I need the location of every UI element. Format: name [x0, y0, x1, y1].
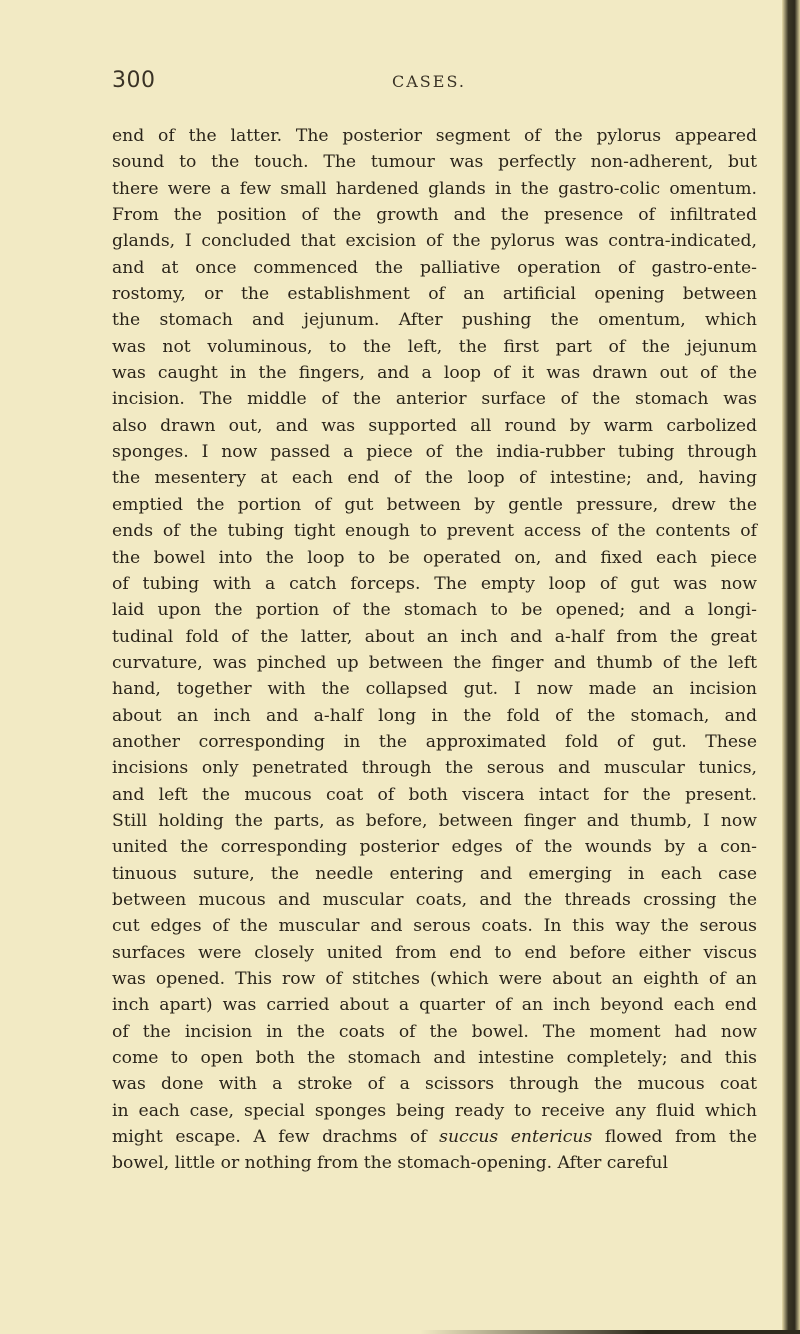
text-line: hand, together with the collapsed gut. I now made an incision [112, 679, 757, 700]
text-line: sponges. I now passed a piece of the india-rubber tubing through [112, 442, 757, 463]
text-line: tinuous suture, the needle entering and emerging in each case [112, 863, 757, 884]
text-line: of the incision in the coats of the bowel. The moment had now [112, 1021, 757, 1042]
text-line: laid upon the portion of the stomach to be opened; and a longi- [112, 600, 757, 621]
text-line: and at once commenced the palliative operation of gastro-ente- [112, 257, 757, 278]
page-number: 300 [112, 68, 156, 93]
text-line: was done with a stroke of a scissors through the mucous coat [112, 1074, 757, 1095]
text-line: was not voluminous, to the left, the first part of the jejunum [112, 336, 757, 357]
text-line-segment: flowed from the [592, 1127, 757, 1148]
text-line: the bowel into the loop to be operated on, and fixed each piece [112, 547, 757, 568]
body-text [112, 123, 757, 1177]
text-line: emptied the portion of gut between by gentle pressure, drew the [112, 494, 757, 515]
text-line: incisions only penetrated through the serous and muscular tunics, [112, 758, 757, 779]
text-line: tudinal fold of the latter, about an inch and a-half from the great [112, 626, 757, 647]
text-line: From the position of the growth and the presence of infiltrated [112, 205, 757, 226]
text-line: inch apart) was carried about a quarter of an inch beyond each end [112, 995, 757, 1016]
text-line: the stomach and jejunum. After pushing the omentum, which [112, 310, 757, 331]
text-line: glands, I concluded that excision of the pylorus was contra-indicated, [112, 231, 757, 252]
text-line: the mesentery at each end of the loop of intestine; and, having [112, 468, 757, 489]
text-line: bowel, little or nothing from the stomach-opening. After careful [112, 1153, 668, 1174]
text-line: was opened. This row of stitches (which were about an eighth of an [112, 969, 757, 989]
text-line: also drawn out, and was supported all round by warm carbolized [112, 415, 757, 436]
text-line: was caught in the fingers, and a loop of it was drawn out of the [112, 363, 757, 384]
page-header [112, 68, 762, 98]
text-line: there were a few small hardened glands in the gastro-colic omentum. [112, 178, 757, 199]
text-line: in each case, special sponges being ready to receive any fluid which [112, 1100, 757, 1121]
text-line: of tubing with a catch forceps. The empty loop of gut was now [112, 573, 757, 594]
text-line: about an inch and a-half long in the fold of the stomach, and [112, 705, 757, 726]
text-line: cut edges of the muscular and serous coats. In this way the serous [112, 916, 757, 937]
page-edge-shadow [782, 0, 800, 1334]
text-line: end of the latter. The posterior segment of the pylorus appeared [112, 126, 757, 146]
text-line: sound to the touch. The tumour was perfectly non-adherent, but [112, 152, 757, 173]
text-line-mixed [112, 1124, 757, 1150]
italic-term: succus entericus [439, 1127, 593, 1148]
text-line: and left the mucous coat of both viscera intact for the present. [112, 784, 757, 805]
text-line: incision. The middle of the anterior surface of the stomach was [112, 389, 757, 410]
text-line: ends of the tubing tight enough to prevent access of the contents of [112, 521, 757, 542]
page-bottom-shadow [420, 1330, 800, 1334]
text-line: surfaces were closely united from end to end before either viscus [112, 942, 757, 963]
text-line: come to open both the stomach and intestine completely; and this [112, 1048, 757, 1069]
text-line: between mucous and muscular coats, and the threads crossing the [112, 889, 757, 910]
text-line: another corresponding in the approximated fold of gut. These [112, 731, 757, 752]
text-line: Still holding the parts, as before, between finger and thumb, I now [112, 810, 757, 831]
text-line: rostomy, or the establishment of an artificial opening between [112, 284, 757, 305]
text-line: united the corresponding posterior edges of the wounds by a con- [112, 837, 757, 858]
text-line: curvature, was pinched up between the finger and thumb of the left [112, 652, 757, 673]
running-head: CASES. [392, 72, 466, 91]
text-line-segment: might escape. A few drachms of [112, 1127, 427, 1148]
